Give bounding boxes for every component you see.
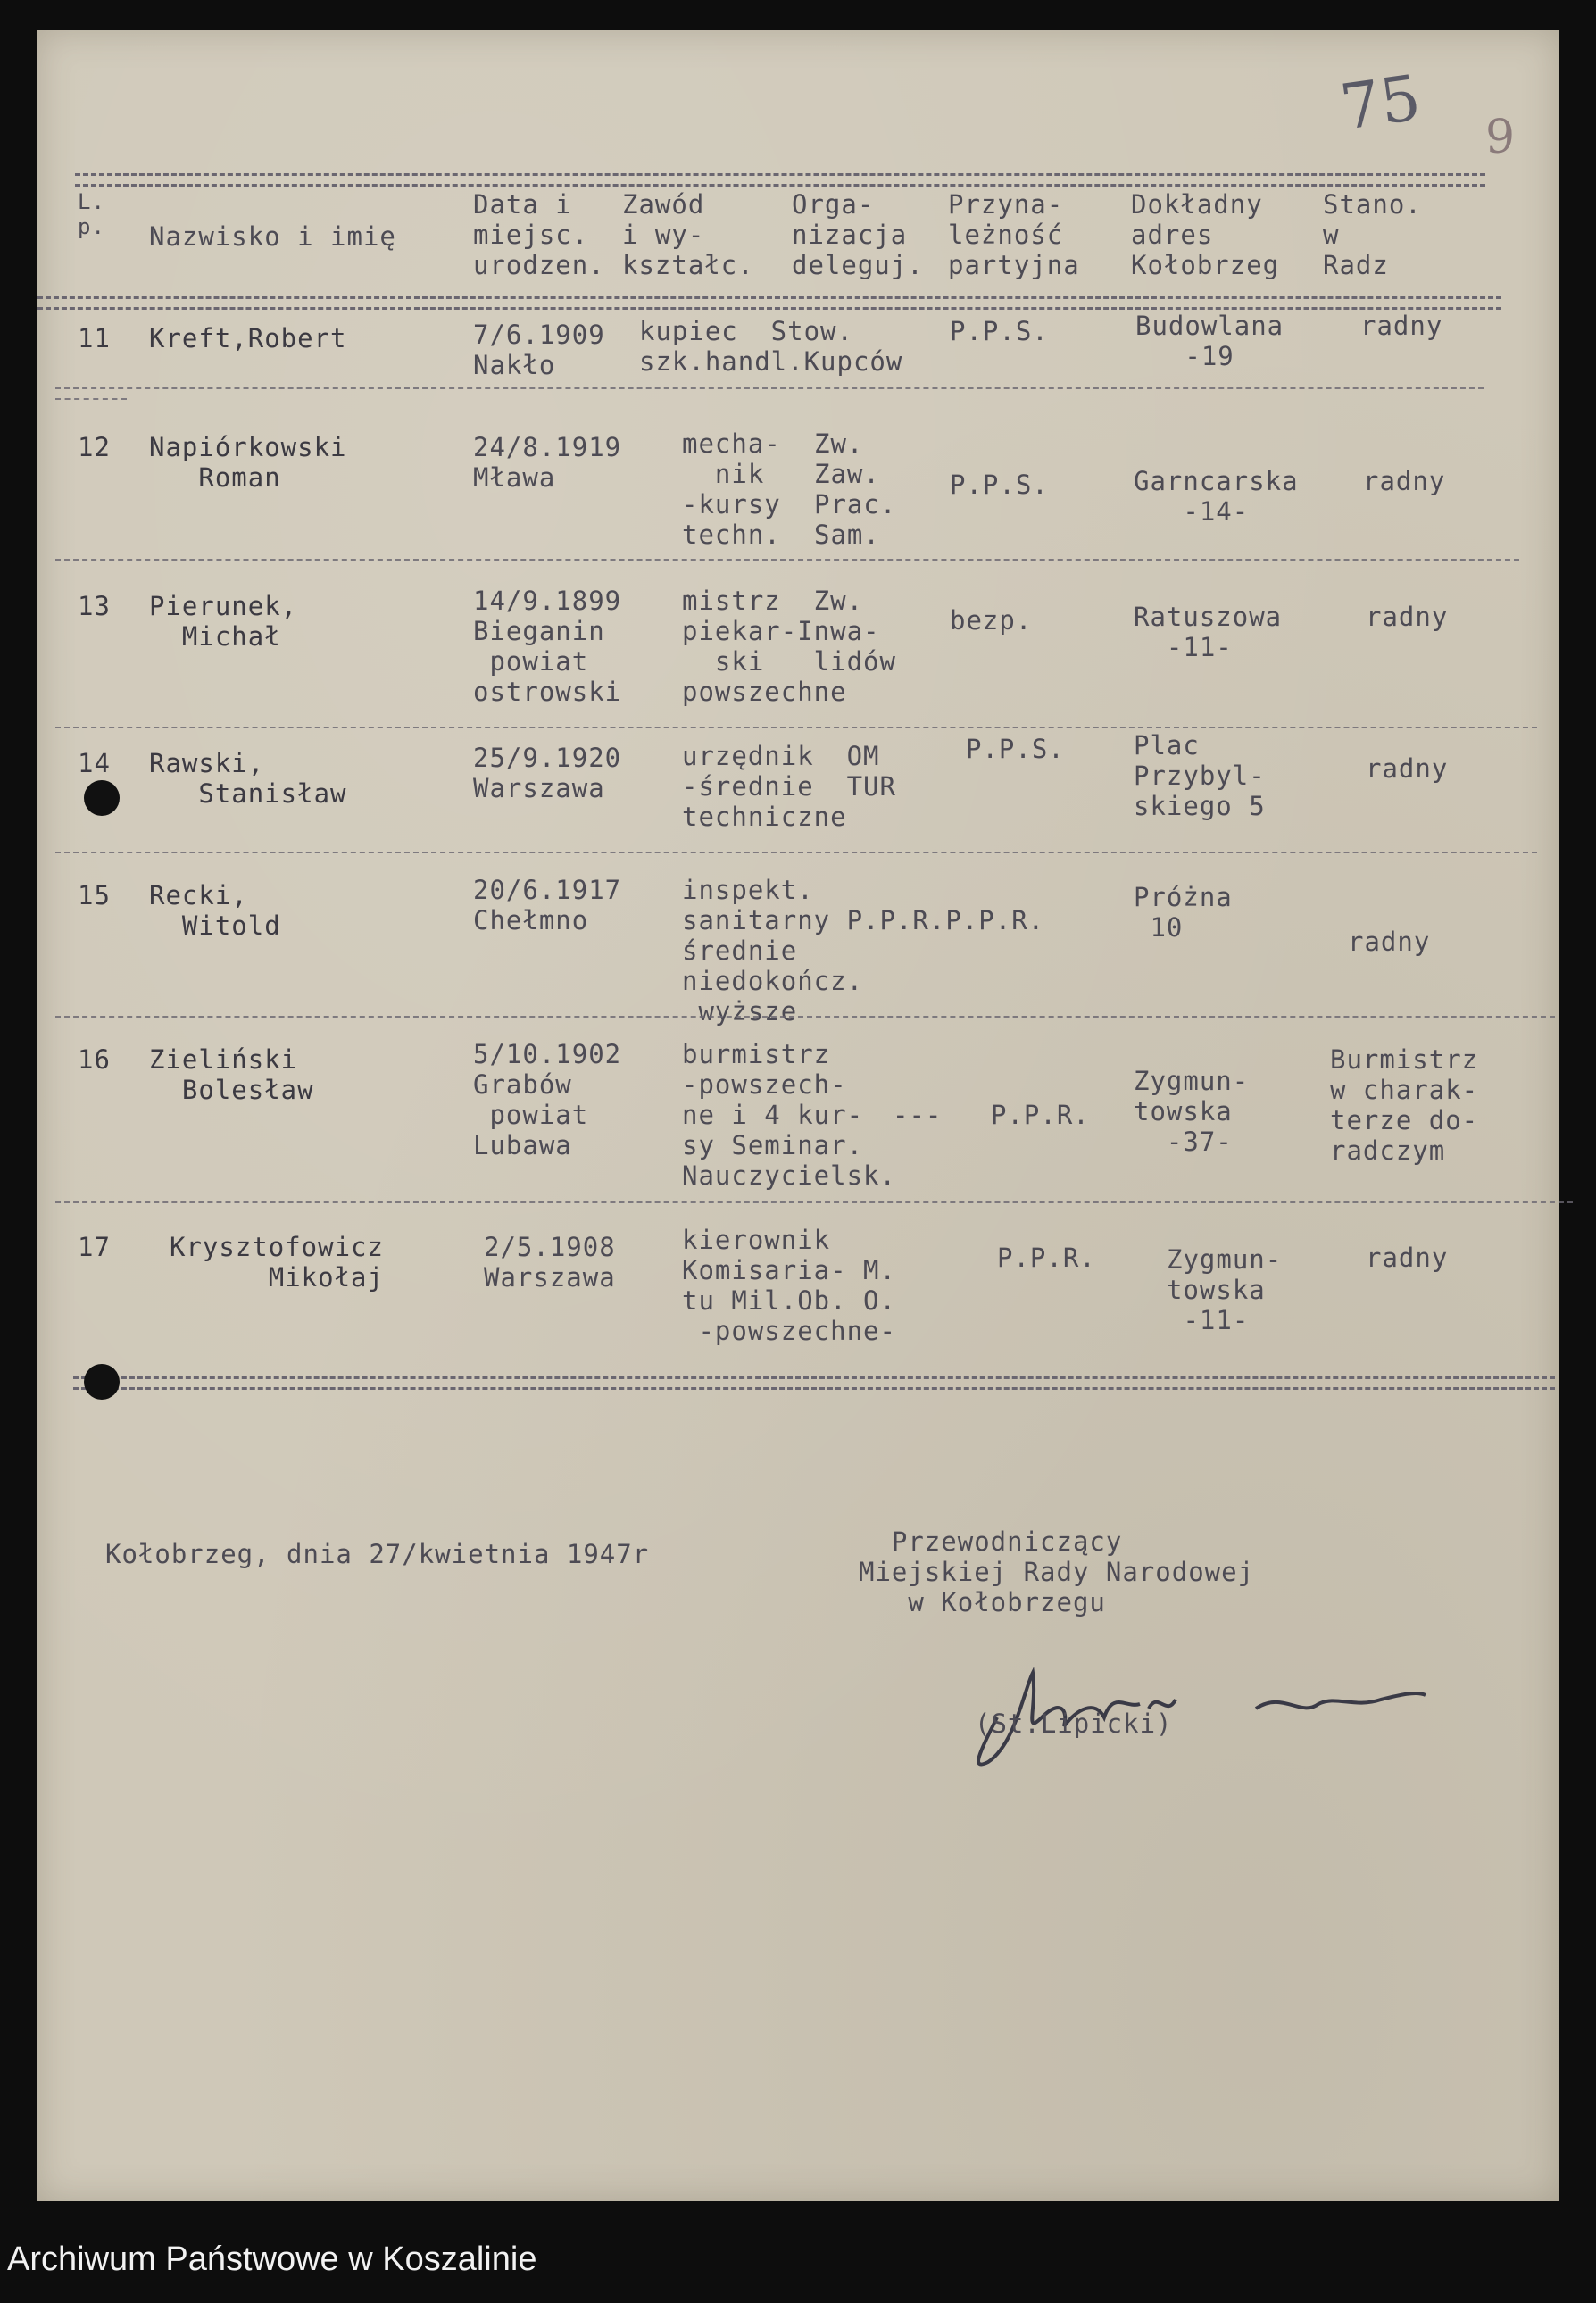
row-address: Garncarska -14- (1134, 466, 1299, 527)
table-bottom-rule (73, 1376, 1555, 1379)
folio-number: 75 (1335, 61, 1426, 145)
row-position: radny (1366, 753, 1449, 784)
row-number: 16 (78, 1044, 111, 1075)
row-address: Budowlana -19 (1135, 311, 1284, 371)
place-date: Kołobrzeg, dnia 27/kwietnia 1947r (105, 1539, 650, 1569)
document-page (37, 30, 1559, 2201)
row-profession: mistrz Zw. piekar-Inwa- ski lidów powszechne (682, 586, 896, 707)
col-header-lp: L. p. (78, 189, 105, 239)
header-bottom-rule (37, 296, 1501, 299)
col-header-organization: Orga- nizacja deleguj. (792, 189, 924, 280)
row-birth: 14/9.1899 Bieganin powiat ostrowski (473, 586, 622, 707)
row-profession: mecha- nik -kursy techn. (682, 428, 781, 550)
row-profession: inspekt. sanitarny P.P.R.P.P.R. średnie niedokończ. wyższe (682, 875, 1045, 1027)
row-divider (55, 1016, 1555, 1018)
row-party: P.P.S. (950, 316, 1049, 346)
col-header-name: Nazwisko i imię (149, 221, 396, 252)
row-divider (55, 398, 127, 400)
row-birth: 7/6.1909 Nakło (473, 320, 605, 380)
row-organization: --- (893, 1100, 943, 1130)
row-party: P.P.S. (966, 734, 1065, 764)
row-name: Kreft,Robert (149, 323, 347, 353)
row-address: Zygmun- towska -11- (1167, 1244, 1283, 1335)
row-party: P.P.R. (991, 1100, 1090, 1130)
row-name: Krysztofowicz Mikołaj (170, 1232, 384, 1293)
row-position: Burmistrz w charak- terze do- radczym (1330, 1044, 1479, 1166)
punch-hole (84, 1364, 120, 1400)
row-number: 13 (78, 591, 111, 621)
row-profession: kupiec Stow. szk.handl.Kupców (639, 316, 903, 377)
col-header-party: Przyna- leżność partyjna (948, 189, 1080, 280)
row-profession: urzędnik OM -średnie TUR techniczne (682, 741, 896, 832)
row-birth: 25/9.1920 Warszawa (473, 743, 622, 803)
row-number: 11 (78, 323, 111, 353)
row-name: Napiórkowski Roman (149, 432, 347, 493)
row-birth: 20/6.1917 Chełmno (473, 875, 622, 935)
header-top-rule-2 (75, 184, 1485, 187)
col-header-position: Stano. w Radz (1323, 189, 1422, 280)
row-divider (55, 727, 1537, 728)
row-birth: 5/10.1902 Grabów powiat Lubawa (473, 1039, 622, 1160)
row-position: radny (1366, 602, 1449, 632)
row-position: radny (1366, 1243, 1449, 1273)
row-divider (55, 1201, 1573, 1203)
row-organization: Zw. Zaw. Prac. Sam. (814, 428, 897, 550)
signature-name: (St.Lipicki) (975, 1709, 1173, 1739)
archive-name: Archiwum Państwowe w Koszalinie (7, 2241, 537, 2278)
col-header-profession: Zawód i wy- kształc. (622, 189, 754, 280)
row-party: P.P.S. (950, 470, 1049, 500)
col-header-address: Dokładny adres Kołobrzeg (1131, 189, 1280, 280)
row-party: P.P.R. (997, 1243, 1096, 1273)
header-top-rule (75, 173, 1485, 176)
row-name: Rawski, Stanisław (149, 748, 347, 809)
row-address: Ratuszowa -11- (1134, 602, 1283, 662)
row-divider (55, 387, 1484, 389)
row-position: radny (1360, 311, 1443, 341)
row-position: radny (1363, 466, 1446, 496)
folio-number-secondary: 9 (1485, 111, 1516, 164)
row-position: radny (1348, 927, 1431, 957)
row-party: bezp. (950, 605, 1033, 636)
row-name: Pierunek, Michał (149, 591, 298, 652)
row-divider (55, 852, 1537, 853)
row-birth: 2/5.1908 Warszawa (484, 1232, 616, 1293)
signature-title: Przewodniczący Miejskiej Rady Narodowej w Kołobrzegu (859, 1526, 1255, 1617)
row-number: 17 (78, 1232, 111, 1262)
punch-hole (84, 780, 120, 816)
row-name: Recki, Witold (149, 880, 281, 941)
row-number: 12 (78, 432, 111, 462)
row-profession: kierownik Komisaria- M. tu Mil.Ob. O. -powszechne- (682, 1225, 896, 1346)
row-number: 15 (78, 880, 111, 910)
row-profession: burmistrz -powszech- ne i 4 kur- sy Seminar. Nauczycielsk. (682, 1039, 896, 1191)
row-address: Zygmun- towska -37- (1134, 1066, 1250, 1157)
row-address: Plac Przybyl- skiego 5 (1134, 730, 1266, 821)
row-birth: 24/8.1919 Mława (473, 432, 622, 493)
table-bottom-rule-2 (73, 1387, 1555, 1390)
row-address: Próżna 10 (1134, 882, 1233, 943)
row-name: Zieliński Bolesław (149, 1044, 314, 1105)
col-header-birth: Data i miejsc. urodzen. (473, 189, 605, 280)
header-bottom-rule-2 (37, 307, 1501, 310)
row-number: 14 (78, 748, 111, 778)
row-divider (55, 559, 1519, 561)
